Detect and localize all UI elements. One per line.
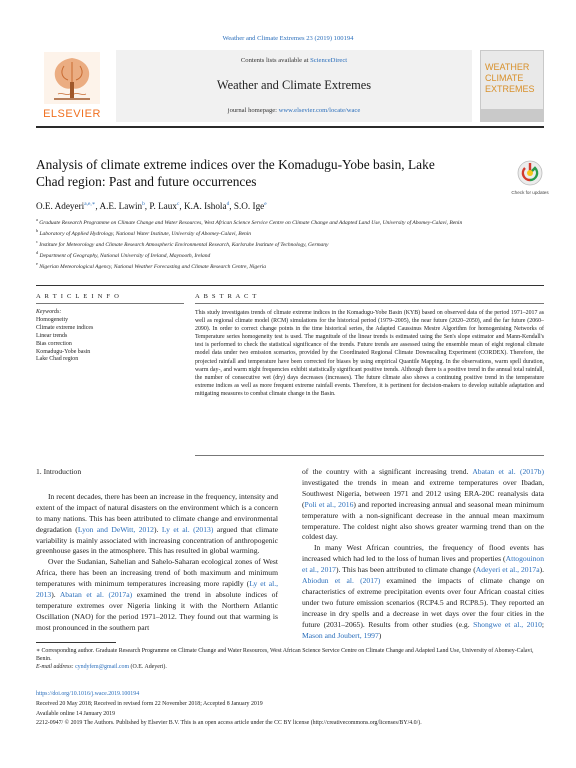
email-label: E-mail address: bbox=[36, 664, 76, 671]
keyword-item: Lake Chad region bbox=[36, 356, 79, 363]
contents-line bbox=[116, 57, 472, 64]
author-separator: , bbox=[179, 201, 184, 212]
keyword-item: Linear trends bbox=[36, 332, 68, 339]
keywords-block bbox=[36, 309, 184, 364]
body-paragraph bbox=[36, 492, 278, 557]
cover-word: WEATHER bbox=[485, 62, 530, 72]
affiliation-item bbox=[36, 227, 544, 238]
crossmark-icon[interactable] bbox=[516, 160, 544, 190]
body-text: ; bbox=[541, 619, 544, 629]
body-text: ). bbox=[539, 565, 545, 575]
journal-masthead bbox=[36, 50, 544, 122]
body-text: of the country with a significant increasing trend. bbox=[302, 467, 473, 476]
affiliation-text: Nigerian Meteorological Agency, National Weather Forecasting and Climate Research Centre, Nigeria bbox=[39, 263, 267, 270]
keyword-item: Homogeneity bbox=[36, 316, 69, 323]
author-name[interactable]: S.O. Ige bbox=[233, 201, 265, 212]
citation-link[interactable]: Lyon and DeWitt, 2012 bbox=[77, 524, 154, 534]
homepage-line bbox=[116, 107, 472, 114]
email-suffix: (O.E. Adeyeri). bbox=[129, 664, 167, 671]
citation-link[interactable]: Abatan et al. (2017b) bbox=[472, 467, 545, 476]
affiliation-item bbox=[36, 260, 544, 271]
author-affiliation-marker[interactable]: b bbox=[142, 201, 145, 207]
affiliation-marker: e bbox=[36, 260, 38, 266]
elsevier-logo bbox=[36, 50, 108, 122]
homepage-prefix: journal homepage: bbox=[227, 107, 279, 114]
body-column-left bbox=[36, 467, 278, 634]
body-paragraph bbox=[36, 557, 278, 633]
keyword-item: Komadugu-Yobe basin bbox=[36, 348, 91, 355]
journal-reference[interactable]: Weather and Climate Extremes 23 (2019) 100194 bbox=[222, 35, 354, 42]
affiliation-text: Laboratory of Applied Hydrology, National Water Institute, University of Abomey-Calavi, Benin bbox=[39, 230, 252, 237]
body-paragraph bbox=[302, 467, 544, 543]
crossmark-label: Check for updates bbox=[511, 190, 549, 195]
email-line bbox=[36, 663, 544, 671]
author-affiliation-marker[interactable]: d bbox=[226, 201, 230, 207]
abstract-heading: A B S T R A C T bbox=[195, 293, 258, 300]
elsevier-wordmark: ELSEVIER bbox=[43, 108, 101, 120]
abstract-text: This study investigates trends of climate extreme indices in the Komadugu-Yobe Basin (KYB) based on observed data of the period 1971–2017 as well as regional climate model (RCM) simulations for the historical period (1979–2005), the near future (2020–2050), and the far future (2060–2090). In order to correct change points in the time historical series, the Adapted Caussinus Mestre Algorithm for homogenising Networks of Temperature series homogeneity test is used. The magnitude of the linear trends is estimated using the Sen's slope estimator and Mann-Kendall's test is performed to check the statistical significance of the trends. Future trends are assessed using the ensemble mean of eight regional climate model data under two emission scenarios, provided by the Coordinated Regional Climate Downscaling Experiment (CORDEX). Therefore, the projected rainfall and temperature have been corrected for biases by using empirical Quantile Mapping. In the observations, warm spell duration, warm day-, and warm night frequencies exhibit statistically significant positive trends. Although there is a positive trend in the annual total rainfall, the number of consecutive wet (dry) days decreases (increases). The future climate also shows a continuing positive trend in the temperature extreme indices as well as more frequent extreme rainfall events. Therefore, it is pertinent for decision-makers to develop suitable adaptation and mitigating measures to combat climate change in the Basin. bbox=[195, 310, 544, 397]
keywords-list bbox=[36, 317, 184, 364]
author-name[interactable]: P. Laux bbox=[149, 201, 177, 212]
body-text: Over the Sudanian, Sahelian and Sahelo-Saharan ecological zones of West Africa, there has been an increasing trend of both maximum and minimum temperatures with minimum temperatures increasing more rapidly ( bbox=[36, 557, 278, 589]
body-paragraph bbox=[302, 543, 544, 641]
contents-prefix: Contents lists available at bbox=[240, 57, 311, 64]
author-affiliation-marker[interactable]: c bbox=[176, 201, 180, 207]
elsevier-tree-icon bbox=[44, 52, 100, 104]
body-text: ). This has been attributed to climate change ( bbox=[335, 565, 476, 575]
abstract-rule bbox=[195, 303, 544, 304]
homepage-link[interactable]: www.elsevier.com/locate/wace bbox=[278, 107, 361, 114]
sciencedirect-link[interactable]: ScienceDirect bbox=[310, 57, 348, 64]
affiliation-text: Department of Geography, National University of Ireland, Maynooth, Ireland bbox=[39, 252, 211, 259]
affiliation-text: Institute for Meteorology and Climate Research Atmospheric Environmental Research, Karlsruhe Institute of Technology, Germany bbox=[39, 241, 329, 248]
author-name[interactable]: A.E. Lawin bbox=[99, 201, 143, 212]
citation-link[interactable]: Mason and Joubert, 1997 bbox=[302, 630, 379, 640]
body-text: examined the trend in absolute indices of temperature extremes over Nigeria linking it with the Northern Atlantic Oscillation (NAO) for the period 1971–2012. They found out that warming is most pronounced in the southern part bbox=[36, 590, 278, 632]
article-title: Analysis of climate extreme indices over the Komadugu-Yobe basin, Lake Chad region: Past and future occurrences bbox=[36, 157, 435, 189]
affiliation-marker: a bbox=[36, 217, 38, 222]
author-separator: , bbox=[144, 201, 150, 212]
keyword-item: Bias correction bbox=[36, 340, 72, 347]
received-dates: Received 20 May 2018; Received in revised form 22 November 2018; Accepted 8 January 2019 bbox=[36, 700, 263, 707]
article-info-heading: A R T I C L E I N F O bbox=[36, 293, 121, 300]
body-text: In many West African countries, the frequency of flood events has increased which had led to the loss of human lives and properties ( bbox=[302, 543, 544, 564]
affiliation-list bbox=[36, 216, 544, 271]
affiliation-text: Graduate Research Programme on Climate Change and Water Resources, West African Science Service Centre on Climate Change and Adapted Land Use, University of Abomey-Calavi, Benin bbox=[39, 219, 463, 226]
citation-link[interactable]: Poli et al., 2016 bbox=[304, 499, 354, 509]
article-info-rule bbox=[36, 303, 184, 304]
author-name[interactable]: K.A. Ishola bbox=[183, 201, 227, 212]
affiliation-marker: c bbox=[36, 238, 38, 244]
doi-link[interactable]: https://doi.org/10.1016/j.wace.2019.100194 bbox=[36, 691, 140, 697]
body-text: ). bbox=[51, 590, 60, 600]
author-name[interactable]: O.E. Adeyeri bbox=[36, 201, 85, 212]
author-separator: , bbox=[95, 201, 100, 212]
journal-cover-thumbnail[interactable] bbox=[480, 50, 544, 122]
header-rule bbox=[36, 126, 544, 128]
affiliation-item bbox=[36, 238, 544, 249]
masthead-band bbox=[116, 50, 472, 122]
citation-link[interactable]: Ly et al. (2013) bbox=[161, 524, 214, 534]
body-text: investigated the trends in mean and extreme temperatures over Ibadan, Southwest Nigeria, between 1971 and 2012 using ERA-20C reanalysis data ( bbox=[302, 477, 544, 509]
citation-link[interactable]: Adeyeri et al., 2017a bbox=[475, 565, 540, 575]
body-text: ) bbox=[378, 630, 382, 640]
affiliation-marker: d bbox=[36, 249, 39, 255]
keyword-item: Climate extreme indices bbox=[36, 324, 94, 331]
keywords-title: Keywords: bbox=[36, 309, 62, 315]
citation-link[interactable]: Abiodun et al. (2017) bbox=[302, 576, 381, 586]
abstract-end-rule bbox=[195, 455, 544, 456]
affiliation-item bbox=[36, 249, 544, 260]
citation-link[interactable]: Ly et al., 2013 bbox=[36, 579, 278, 600]
section-rule bbox=[36, 285, 544, 286]
available-online: Available online 14 January 2019 bbox=[36, 710, 116, 717]
cover-word: EXTREMES bbox=[485, 84, 535, 94]
body-text: examined the impacts of climate change on characteristics of extreme precipitation events over four African coastal cities under two future emission scenarios (RCP4.5 and RCP8.5). They reported an increase in dry spells and a decrease in wet days over the four cities in the future (2031–2065). Results from other studies (e.g. bbox=[302, 576, 544, 629]
email-link[interactable]: cyndyfem@gmail.com bbox=[75, 664, 130, 671]
author-list bbox=[36, 201, 544, 211]
affiliation-item bbox=[36, 216, 544, 227]
author-separator: , bbox=[229, 201, 234, 212]
journal-name: Weather and Climate Extremes bbox=[216, 78, 372, 92]
footnote-rule bbox=[36, 642, 116, 643]
section-heading: 1. Introduction bbox=[36, 467, 82, 476]
citation-link[interactable]: Attogouinon et al., 2017 bbox=[302, 554, 544, 575]
citation-link[interactable]: Abatan et al. (2017a) bbox=[59, 590, 133, 600]
body-text: In recent decades, there has been an increase in the frequency, intensity and extent of the impact of natural disasters on the environment which is a concern to many nations. This has been attributed to climate change and environmental degradation ( bbox=[36, 491, 278, 534]
citation-link[interactable]: Shongwe et al., 2010 bbox=[473, 619, 542, 629]
body-text: ) and reported increasing annual and seasonal mean minimum temperature with a non-significant decrease in the annual mean maximum temperature. The coldest night also shows greater warming trend than on the coldest day. bbox=[302, 499, 545, 542]
copyright-notice: 2212-0947/ © 2019 The Authors. Published by Elsevier B.V. This is an open access article under the CC BY license (http://creativecommons.org/licenses/BY/4.0/). bbox=[36, 720, 422, 727]
cover-word: CLIMATE bbox=[485, 73, 524, 83]
body-column-right bbox=[302, 467, 544, 642]
affiliation-marker: b bbox=[36, 227, 39, 233]
body-text: argued that climate variability is mainly associated with increasing concentration of anthropogenic greenhouse gases in the atmosphere. This has resulted in global warming. bbox=[36, 524, 279, 556]
article-metadata bbox=[36, 690, 544, 729]
author-affiliation-marker[interactable]: e bbox=[264, 201, 267, 207]
author-affiliation-marker[interactable]: a,e,∗ bbox=[84, 201, 96, 207]
body-text: ). bbox=[153, 524, 162, 534]
corresponding-footnote bbox=[36, 647, 544, 672]
cover-bar bbox=[481, 109, 544, 122]
corresponding-author-note: ∗ Corresponding author. Graduate Research Programme on Climate Change and Water Resources, West African Science Service Centre on Climate Change and Adapted Land Use, University of Abomey-Calavi, Benin. bbox=[36, 648, 534, 663]
